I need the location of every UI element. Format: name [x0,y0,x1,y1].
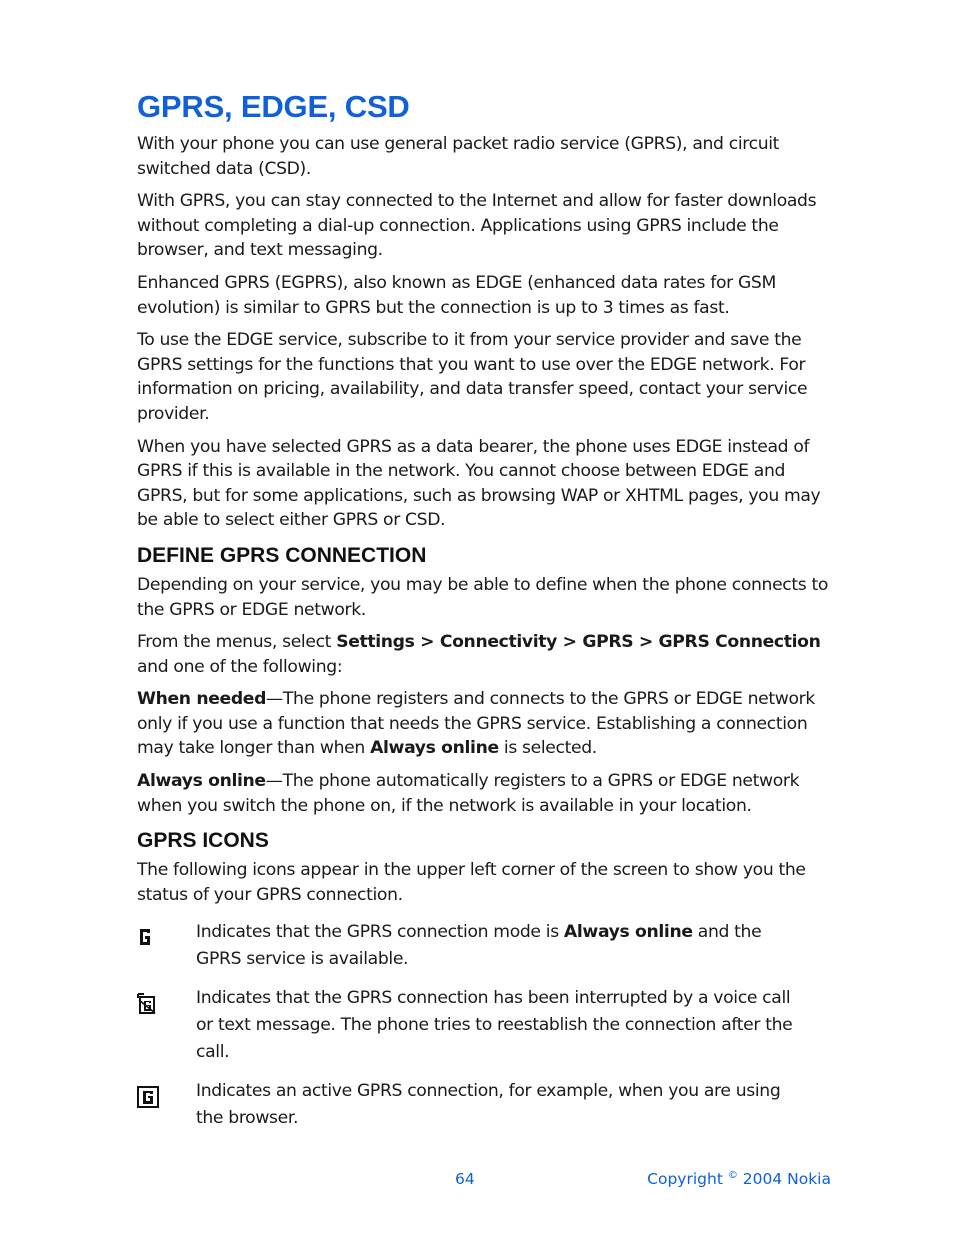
page-content [137,88,831,1142]
icon-row-always-online [137,919,831,973]
page-number: 64 [455,1170,475,1188]
icon-desc-1-b: and the GPRS service is available. [196,922,762,970]
icon-desc-2: Indicates that the GPRS connection has been interrupted by a voice call or text message. The phone tries to reestablish the connection after the call. [196,988,793,1063]
intro-paragraph-4: To use the EDGE service, subscribe to it from your service provider and save the GPRS settings for the functions that you want to use over the EDGE network. For information on pricing, availability, and data transfer speed, contact your service provider. [137,330,808,424]
icons-intro: The following icons appear in the upper left corner of the screen to show you the status of your GPRS connection. [137,860,806,905]
icon-desc-1 [196,919,806,973]
gprs-icons-heading: GPRS ICONS [137,829,269,853]
gprs-suspended-icon [137,985,196,1019]
copyright [647,1170,831,1188]
menu-path-post: and one of the following: [137,656,343,677]
define-paragraph-2 [137,630,831,679]
intro-paragraph-1: With your phone you can use general packet radio service (GPRS), and circuit switched data (CSD). [137,134,780,179]
menu-path: Settings > Connectivity > GPRS > GPRS Connection [336,632,821,653]
when-needed-paragraph [137,687,831,761]
intro-paragraph-3: Enhanced GPRS (EGPRS), also known as EDGE (enhanced data rates for GSM evolution) is similar to GPRS but the connection is up to 3 times as fast. [137,272,776,318]
gprs-active-icon [137,1078,196,1112]
copyright-symbol: © [727,1170,738,1181]
icon-desc-1-a: Indicates that the GPRS connection mode is [196,922,564,943]
icon-desc-1-bold: Always online [563,922,693,943]
copyright-post: 2004 Nokia [737,1170,831,1189]
when-needed-text-b: is selected. [498,738,597,759]
menu-path-pre: From the menus, select [137,632,337,653]
gprs-g-icon [137,919,196,951]
when-needed-bold: Always online [370,738,499,759]
define-paragraph-1: Depending on your service, you may be able to define when the phone connects to the GPRS or EDGE network. [137,574,829,620]
when-needed-text-a: —The phone registers and connects to the GPRS or EDGE network only if you use a function that needs the GPRS service. Establishing a connection may take longer than when [137,689,815,759]
icon-row-active [137,1078,831,1132]
copyright-pre: Copyright [647,1170,728,1189]
always-online-term: Always online [137,771,266,792]
always-online-paragraph [137,769,831,818]
when-needed-term: When needed [137,689,267,710]
define-gprs-heading: DEFINE GPRS CONNECTION [137,543,427,567]
icon-row-interrupted [137,985,831,1066]
icon-desc-3: Indicates an active GPRS connection, for example, when you are using the browser. [196,1081,781,1129]
intro-paragraph-5: When you have selected GPRS as a data bearer, the phone uses EDGE instead of GPRS if this is available in the network. You cannot choose between EDGE and GPRS, but for some applications, such as browsing WAP or XHTML pages, you may be able to select either GPRS or CSD. [137,436,821,531]
always-online-text: —The phone automatically registers to a GPRS or EDGE network when you switch the phone on, if the network is available in your location. [137,771,800,816]
page-title: GPRS, EDGE, CSD [137,89,410,124]
intro-paragraph-2: With GPRS, you can stay connected to the Internet and allow for faster downloads without completing a dial-up connection. Applications using GPRS include the browser, and text messaging. [137,191,817,261]
